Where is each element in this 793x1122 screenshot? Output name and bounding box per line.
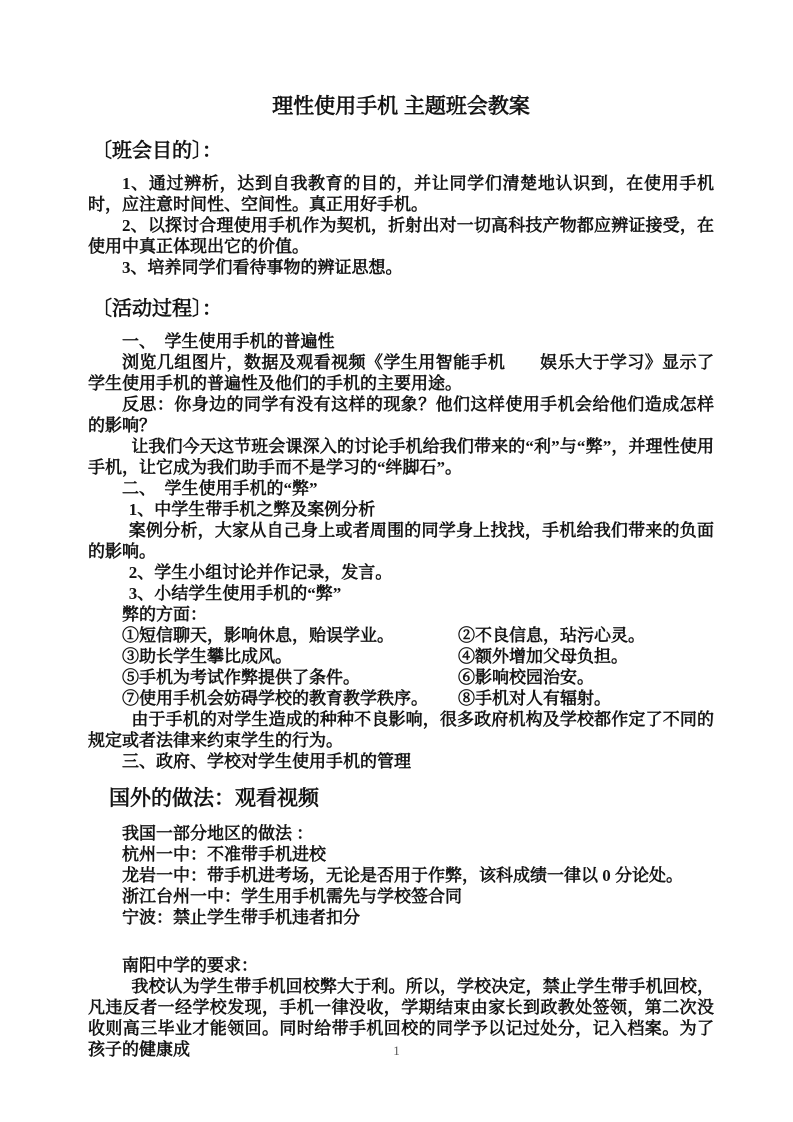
drawback-item-3: ③助长学生攀比成风。 — [122, 647, 292, 666]
drawback-item-2: ②不良信息，玷污心灵。 — [458, 626, 645, 645]
drawback-item-5: ⑤手机为考试作弊提供了条件。 — [122, 668, 360, 687]
drawback-row — [88, 625, 714, 646]
part1-paragraph-1: 浏览几组图片，数据及观看视频《学生用智能手机 娱乐大于学习》显示了学生使用手机的普遍性及他们的手机的主要用途。 — [88, 353, 714, 393]
part1-paragraph-2: 反思：你身边的同学有没有这样的现象？他们这样使用手机会给他们造成怎样的影响？ — [88, 395, 714, 435]
part2-step-2: 2、学生小组讨论并作记录，发言。 — [128, 563, 393, 582]
part2-case-paragraph: 案例分析，大家从自己身上或者周围的同学身上找找，手机给我们带来的负面的影响。 — [88, 521, 714, 561]
school-rule-longyan: 龙岩一中：带手机进考场，无论是否用于作弊，该科成绩一律以 0 分论处。 — [122, 866, 683, 885]
part3-heading: 三、政府、学校对学生使用手机的管理 — [122, 752, 411, 771]
nanyang-requirement-label: 南阳中学的要求： — [122, 956, 258, 975]
part2-step-3: 3、小结学生使用手机的“弊” — [128, 584, 342, 603]
drawback-item-7: ⑦使用手机会妨碍学校的教育教学秩序。 — [122, 689, 428, 708]
drawback-row — [88, 688, 714, 709]
drawback-item-6: ⑥影响校园治安。 — [458, 668, 594, 687]
page-number: 1 — [393, 1043, 400, 1058]
part2-heading: 二、 学生使用手机的“弊” — [122, 479, 318, 498]
goal-item-3: 3、培养同学们看待事物的辨证思想。 — [122, 258, 403, 277]
part1-heading: 一、 学生使用手机的普遍性 — [122, 332, 335, 351]
goals-section-heading: 〔班会目的〕： — [92, 140, 222, 162]
goal-item-2: 2、以探讨合理使用手机作为契机，折射出对一切高科技产物都应辨证接受，在使用中真正体现出它的价值。 — [88, 216, 714, 256]
page-title: 理性使用手机 主题班会教案 — [272, 95, 530, 118]
goal-item-1: 1、通过辨析，达到自我教育的目的，并让同学们清楚地认识到，在使用手机时，应注意时间性、空间性。真正用好手机。 — [88, 174, 714, 214]
drawback-item-1: ①短信聊天，影响休息，贻误学业。 — [122, 626, 394, 645]
nanyang-requirement-paragraph: 我校认为学生带手机回校弊大于利。所以，学校决定，禁止学生带手机回校，凡违反者一经学校发现，手机一律没收，学期结束由家长到政教处签领，第二次没收则高三毕业才能领回。同时给带手机回校的同学予以记过处分，记入档案。为了孩子的健康成 — [88, 977, 714, 1059]
drawback-item-4: ④额外增加父母负担。 — [458, 647, 628, 666]
foreign-practice-heading: 国外的做法：观看视频 — [109, 786, 319, 810]
school-rule-taizhou: 浙江台州一中：学生用手机需先与学校签合同 — [122, 887, 462, 906]
part2-step-1: 1、中学生带手机之弊及案例分析 — [128, 500, 376, 519]
part1-paragraph-3: 让我们今天这节班会课深入的讨论手机给我们带来的“利”与“弊”，并理性使用手机，让它成为我们助手而不是学习的“绊脚石”。 — [88, 437, 714, 477]
domestic-practice-label: 我国一部分地区的做法 ： — [122, 824, 314, 843]
part2-conclusion: 由于手机的对学生造成的种种不良影响，很多政府机构及学校都作定了不同的规定或者法律来约束学生的行为。 — [88, 710, 714, 750]
process-section-heading: 〔活动过程〕： — [92, 298, 222, 320]
school-rule-hangzhou: 杭州一中：不准带手机进校 — [122, 845, 326, 864]
school-rule-ningbo: 宁波：禁止学生带手机违者扣分 — [122, 908, 360, 927]
drawback-row — [88, 646, 714, 667]
drawback-row — [88, 667, 714, 688]
document-content — [88, 94, 714, 1060]
drawbacks-label: 弊的方面： — [122, 605, 207, 624]
drawback-item-8: ⑧手机对人有辐射。 — [458, 689, 611, 708]
